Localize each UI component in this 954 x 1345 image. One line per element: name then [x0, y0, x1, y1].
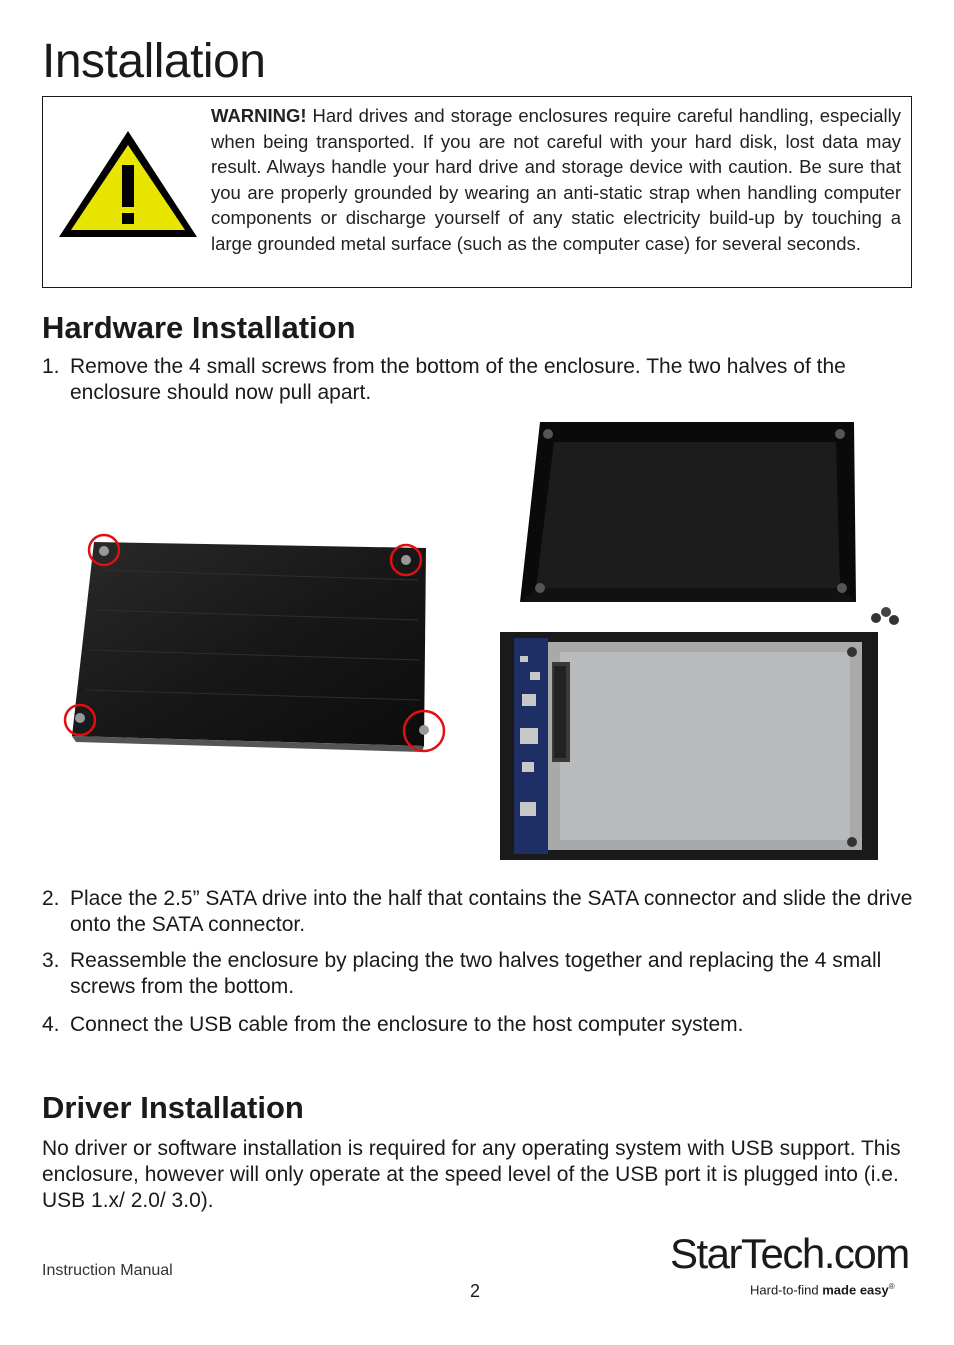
logo-tagline [750, 1282, 895, 1297]
startech-logo [670, 1230, 910, 1305]
enclosure-top-half-photo [514, 418, 860, 606]
screws-photo [866, 604, 906, 630]
step-3 [42, 948, 922, 1000]
enclosure-bottom-photo [58, 530, 450, 758]
logo-text: StarTech.com [670, 1230, 909, 1277]
tagline-mark: ® [888, 1282, 895, 1291]
step-text: Reassemble the enclosure by placing the two halves together and replacing the 4 small screws from the bottom. [70, 949, 882, 998]
step-text: Place the 2.5” SATA drive into the half that contains the SATA connector and slide the drive onto the SATA connector. [70, 887, 913, 936]
step-number: 1. [42, 355, 60, 378]
page-title: Installation [42, 35, 266, 88]
step-text: Connect the USB cable from the enclosure to the host computer system. [70, 1013, 744, 1036]
warning-triangle-icon [55, 127, 201, 241]
hardware-installation-heading: Hardware Installation [42, 310, 356, 345]
driver-installation-text: No driver or software installation is required for any operating system with USB support. This enclosure, however will only operate at the speed level of the USB port it is plugged into (i.e. USB 1.x/ 2.0/ 3.0). [42, 1137, 901, 1212]
step-text: Remove the 4 small screws from the bottom of the enclosure. The two halves of the enclosure should now pull apart. [70, 355, 846, 404]
warning-label: WARNING! [211, 105, 307, 126]
warning-box [42, 96, 912, 288]
enclosure-sata-half-photo [500, 632, 878, 860]
step-2 [42, 886, 922, 938]
footer-manual-label: Instruction Manual [42, 1262, 173, 1279]
step-1 [42, 354, 922, 406]
step-number: 4. [42, 1013, 60, 1036]
driver-installation-heading: Driver Installation [42, 1090, 304, 1125]
tagline-bold: made easy [822, 1282, 889, 1298]
step-4 [42, 1012, 922, 1038]
step-number: 3. [42, 949, 60, 972]
warning-text [211, 103, 901, 256]
tagline-plain: Hard-to-find [750, 1282, 823, 1298]
page-number: 2 [470, 1281, 481, 1301]
step-number: 2. [42, 887, 60, 910]
warning-body: Hard drives and storage enclosures require careful handling, especially when being transported. If you are not careful with your hard disk, lost data may result. Always handle your hard drive and storage device with caution. Be sure that you are properly grounded by wearing an anti-static strap when handling computer components or discharge yourself of any static electricity build-up by touching a large grounded metal surface (such as the computer case) for several seconds. [211, 105, 901, 254]
